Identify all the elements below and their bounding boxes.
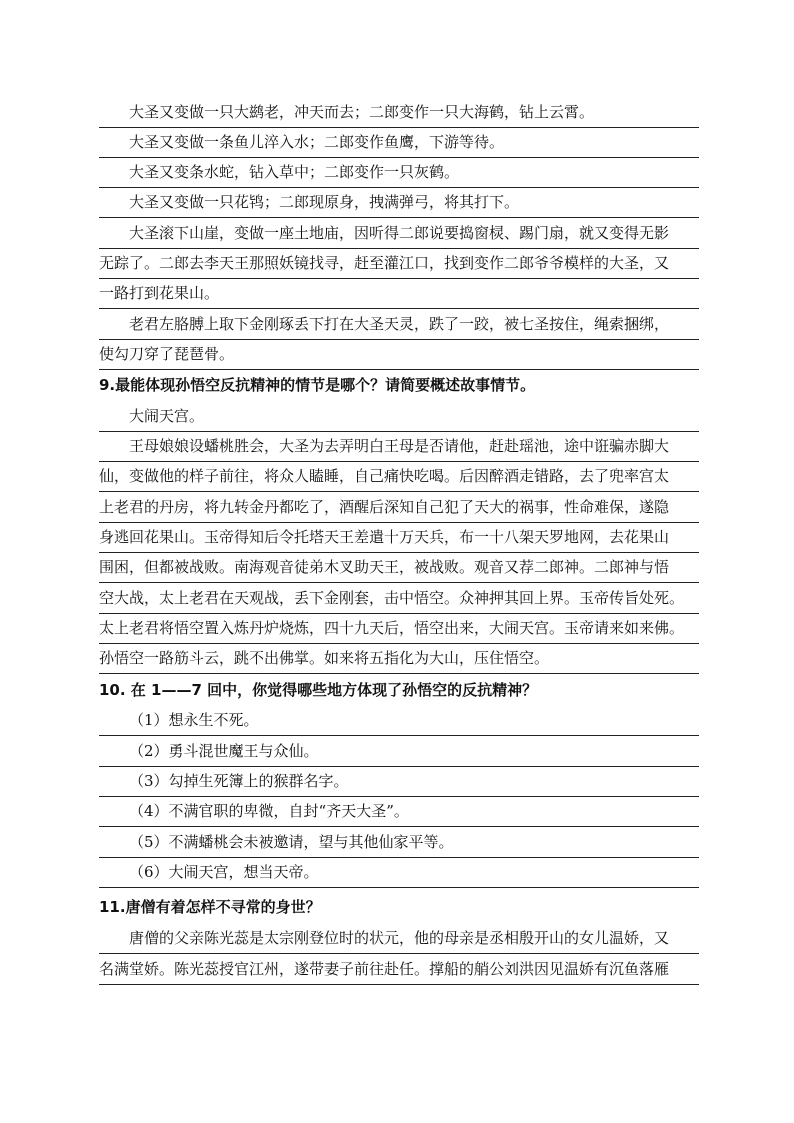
answer-item: （3）勾掉生死簿上的猴群名字。 — [99, 767, 699, 797]
answer-line: 空大战，太上老君在天观战，丢下金刚套，击中悟空。众神押其回上界。玉帝传旨处死。 — [99, 584, 699, 614]
question-9-heading: 9.最能体现孙悟空反抗精神的情节是哪个？请简要概述故事情节。 — [99, 376, 536, 394]
question-11-heading: 11.唐僧有着怎样不寻常的身世？ — [99, 898, 321, 916]
question-10-heading: 10. 在 1——7 回中，你觉得哪些地方体现了孙悟空的反抗精神？ — [99, 681, 538, 699]
answer-line: 围困，但都被战败。南海观音徒弟木叉助天王，被战败。观音又荐二郎神。二郎神与悟 — [99, 553, 699, 583]
answer-line: 一路打到花果山。 — [99, 279, 699, 309]
answer-line: 太上老君将悟空置入炼丹炉烧炼，四十九天后，悟空出来，大闹天宫。玉帝请来如来佛。 — [99, 614, 699, 644]
answer-line: 仙，变做他的样子前往，将众人瞌睡，自己痛快吃喝。后因醉酒走错路，去了兜率宫太 — [99, 462, 699, 492]
answer-item: （4）不满官职的卑微，自封“齐天大圣”。 — [99, 797, 699, 827]
answer-line: 上老君的丹房，将九转金丹都吃了，酒醒后深知自己犯了天大的祸事，性命难保，遂隐 — [99, 493, 699, 523]
answer-line: 大圣又变做一只花鸨；二郎现原身，拽满弹弓，将其打下。 — [99, 188, 699, 218]
answer-line: 大圣又变条水蛇，钻入草中；二郎变作一只灰鹤。 — [99, 158, 699, 188]
answer-line: 老君左胳膊上取下金刚琢丢下打在大圣天灵，跌了一跤，被七圣按住，绳索捆绑， — [99, 310, 699, 340]
answer-line: 大圣滚下山崖，变做一座土地庙，因听得二郎说要捣窗棂、踢门扇，就又变得无影 — [99, 219, 699, 249]
answer-line: 大圣又变做一只大鹚老，冲天而去；二郎变作一只大海鹤，钻上云霄。 — [99, 98, 699, 128]
answer-line: 名满堂娇。陈光蕊授官江州，遂带妻子前往赴任。撑船的艄公刘洪因见温娇有沉鱼落雁 — [99, 954, 699, 985]
answer-item: （2）勇斗混世魔王与众仙。 — [99, 737, 699, 767]
answer-line: 大圣又变做一条鱼儿淬入水；二郎变作鱼鹰，下游等待。 — [99, 128, 699, 158]
answer-line: 使勾刀穿了琵琶骨。 — [99, 340, 699, 370]
answer-line: 王母娘娘设蟠桃胜会，大圣为去弄明白王母是否请他，赶赴瑶池，途中诳骗赤脚大 — [99, 432, 699, 462]
answer-line: 孙悟空一路筋斗云，跳不出佛掌。如来将五指化为大山，压住悟空。 — [99, 644, 699, 674]
answer-item: （6）大闹天宫，想当天帝。 — [99, 858, 699, 888]
answer-line: 唐僧的父亲陈光蕊是太宗刚登位时的状元，他的母亲是丞相殷开山的女儿温娇，又 — [99, 923, 699, 954]
answer-line: 无踪了。二郎去李天王那照妖镜找寻，赶至灌江口，找到变作二郎爷爷模样的大圣，又 — [99, 249, 699, 279]
answer-line: 身逃回花果山。玉帝得知后令托塔天王差遣十万天兵，布一十八架天罗地网，去花果山 — [99, 523, 699, 553]
answer-item: （5）不满蟠桃会未被邀请，望与其他仙家平等。 — [99, 828, 699, 858]
answer-line: 大闹天宫。 — [99, 402, 699, 432]
answer-item: （1）想永生不死。 — [99, 706, 699, 736]
